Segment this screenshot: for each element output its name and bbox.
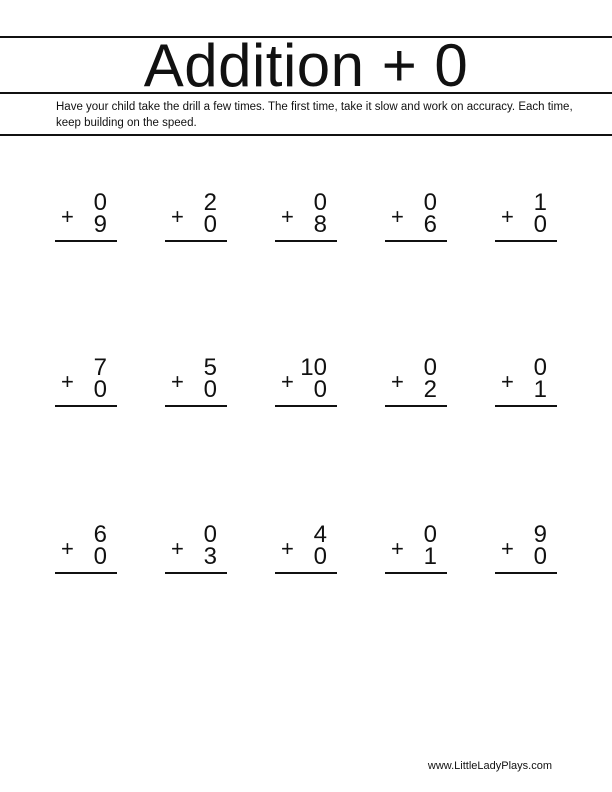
- problem: [55, 522, 117, 582]
- answer-line: [495, 405, 557, 407]
- addend-top: 7: [93, 354, 107, 381]
- answer-line: [495, 572, 557, 574]
- footer-url: www.LittleLadyPlays.com: [427, 760, 552, 772]
- answer-line: [275, 572, 337, 574]
- answer-line: [55, 240, 117, 242]
- addend-top: 0: [423, 189, 437, 216]
- plus-sign: +: [501, 204, 514, 229]
- addend-top: 9: [533, 521, 547, 548]
- addend-top: 0: [423, 354, 437, 381]
- addend-bottom: 0: [533, 543, 547, 570]
- plus-sign: +: [61, 536, 74, 561]
- addend-bottom: 0: [93, 376, 107, 403]
- addend-bottom: 0: [313, 376, 327, 403]
- instructions-text: Have your child take the drill a few times. The first time, take it slow and work on accuracy. Each time, keep building on the speed.: [56, 101, 573, 129]
- problem: [385, 190, 447, 250]
- answer-line: [275, 240, 337, 242]
- answer-line: [385, 572, 447, 574]
- plus-sign: +: [171, 369, 184, 394]
- addend-top: 6: [93, 521, 107, 548]
- addend-top: 2: [203, 189, 217, 216]
- problem: [165, 355, 227, 415]
- plus-sign: +: [501, 536, 514, 561]
- addend-top: 0: [533, 354, 547, 381]
- answer-line: [385, 405, 447, 407]
- problem: [165, 190, 227, 250]
- answer-line: [165, 240, 227, 242]
- addend-bottom: 0: [203, 211, 217, 238]
- answer-line: [385, 240, 447, 242]
- addend-bottom: 0: [533, 211, 547, 238]
- addend-bottom: 6: [423, 211, 437, 238]
- addend-top: 0: [93, 189, 107, 216]
- problem: [495, 355, 557, 415]
- addend-bottom: 1: [533, 376, 547, 403]
- addend-top: 0: [423, 521, 437, 548]
- plus-sign: +: [391, 204, 404, 229]
- addend-bottom: 8: [313, 211, 327, 238]
- answer-line: [165, 405, 227, 407]
- addend-bottom: 0: [203, 376, 217, 403]
- problem: [385, 522, 447, 582]
- plus-sign: +: [61, 204, 74, 229]
- answer-line: [275, 405, 337, 407]
- plus-sign: +: [391, 536, 404, 561]
- plus-sign: +: [391, 369, 404, 394]
- answer-line: [165, 572, 227, 574]
- addend-top: 4: [313, 521, 327, 548]
- plus-sign: +: [501, 369, 514, 394]
- problem: [495, 522, 557, 582]
- problem: [385, 355, 447, 415]
- plus-sign: +: [281, 536, 294, 561]
- addend-bottom: 3: [203, 543, 217, 570]
- answer-line: [495, 240, 557, 242]
- plus-sign: +: [61, 369, 74, 394]
- answer-line: [55, 572, 117, 574]
- addend-bottom: 0: [313, 543, 327, 570]
- addend-top: 0: [313, 189, 327, 216]
- plus-sign: +: [171, 204, 184, 229]
- addend-bottom: 0: [93, 543, 107, 570]
- problem: [275, 522, 337, 582]
- problem: [55, 355, 117, 415]
- answer-line: [55, 405, 117, 407]
- addend-bottom: 2: [423, 376, 437, 403]
- problem: [55, 190, 117, 250]
- addend-top: 0: [203, 521, 217, 548]
- instructions-band: [0, 96, 612, 136]
- plus-sign: +: [281, 369, 294, 394]
- addend-top: 5: [203, 354, 217, 381]
- addend-top: 1: [533, 189, 547, 216]
- page-title: Addition + 0: [143, 32, 469, 99]
- plus-sign: +: [171, 536, 184, 561]
- problem: [275, 355, 337, 415]
- problem: [165, 522, 227, 582]
- problem: [275, 190, 337, 250]
- addend-bottom: 1: [423, 543, 437, 570]
- addend-bottom: 9: [93, 211, 107, 238]
- addend-top: 10: [300, 354, 327, 381]
- plus-sign: +: [281, 204, 294, 229]
- problem: [495, 190, 557, 250]
